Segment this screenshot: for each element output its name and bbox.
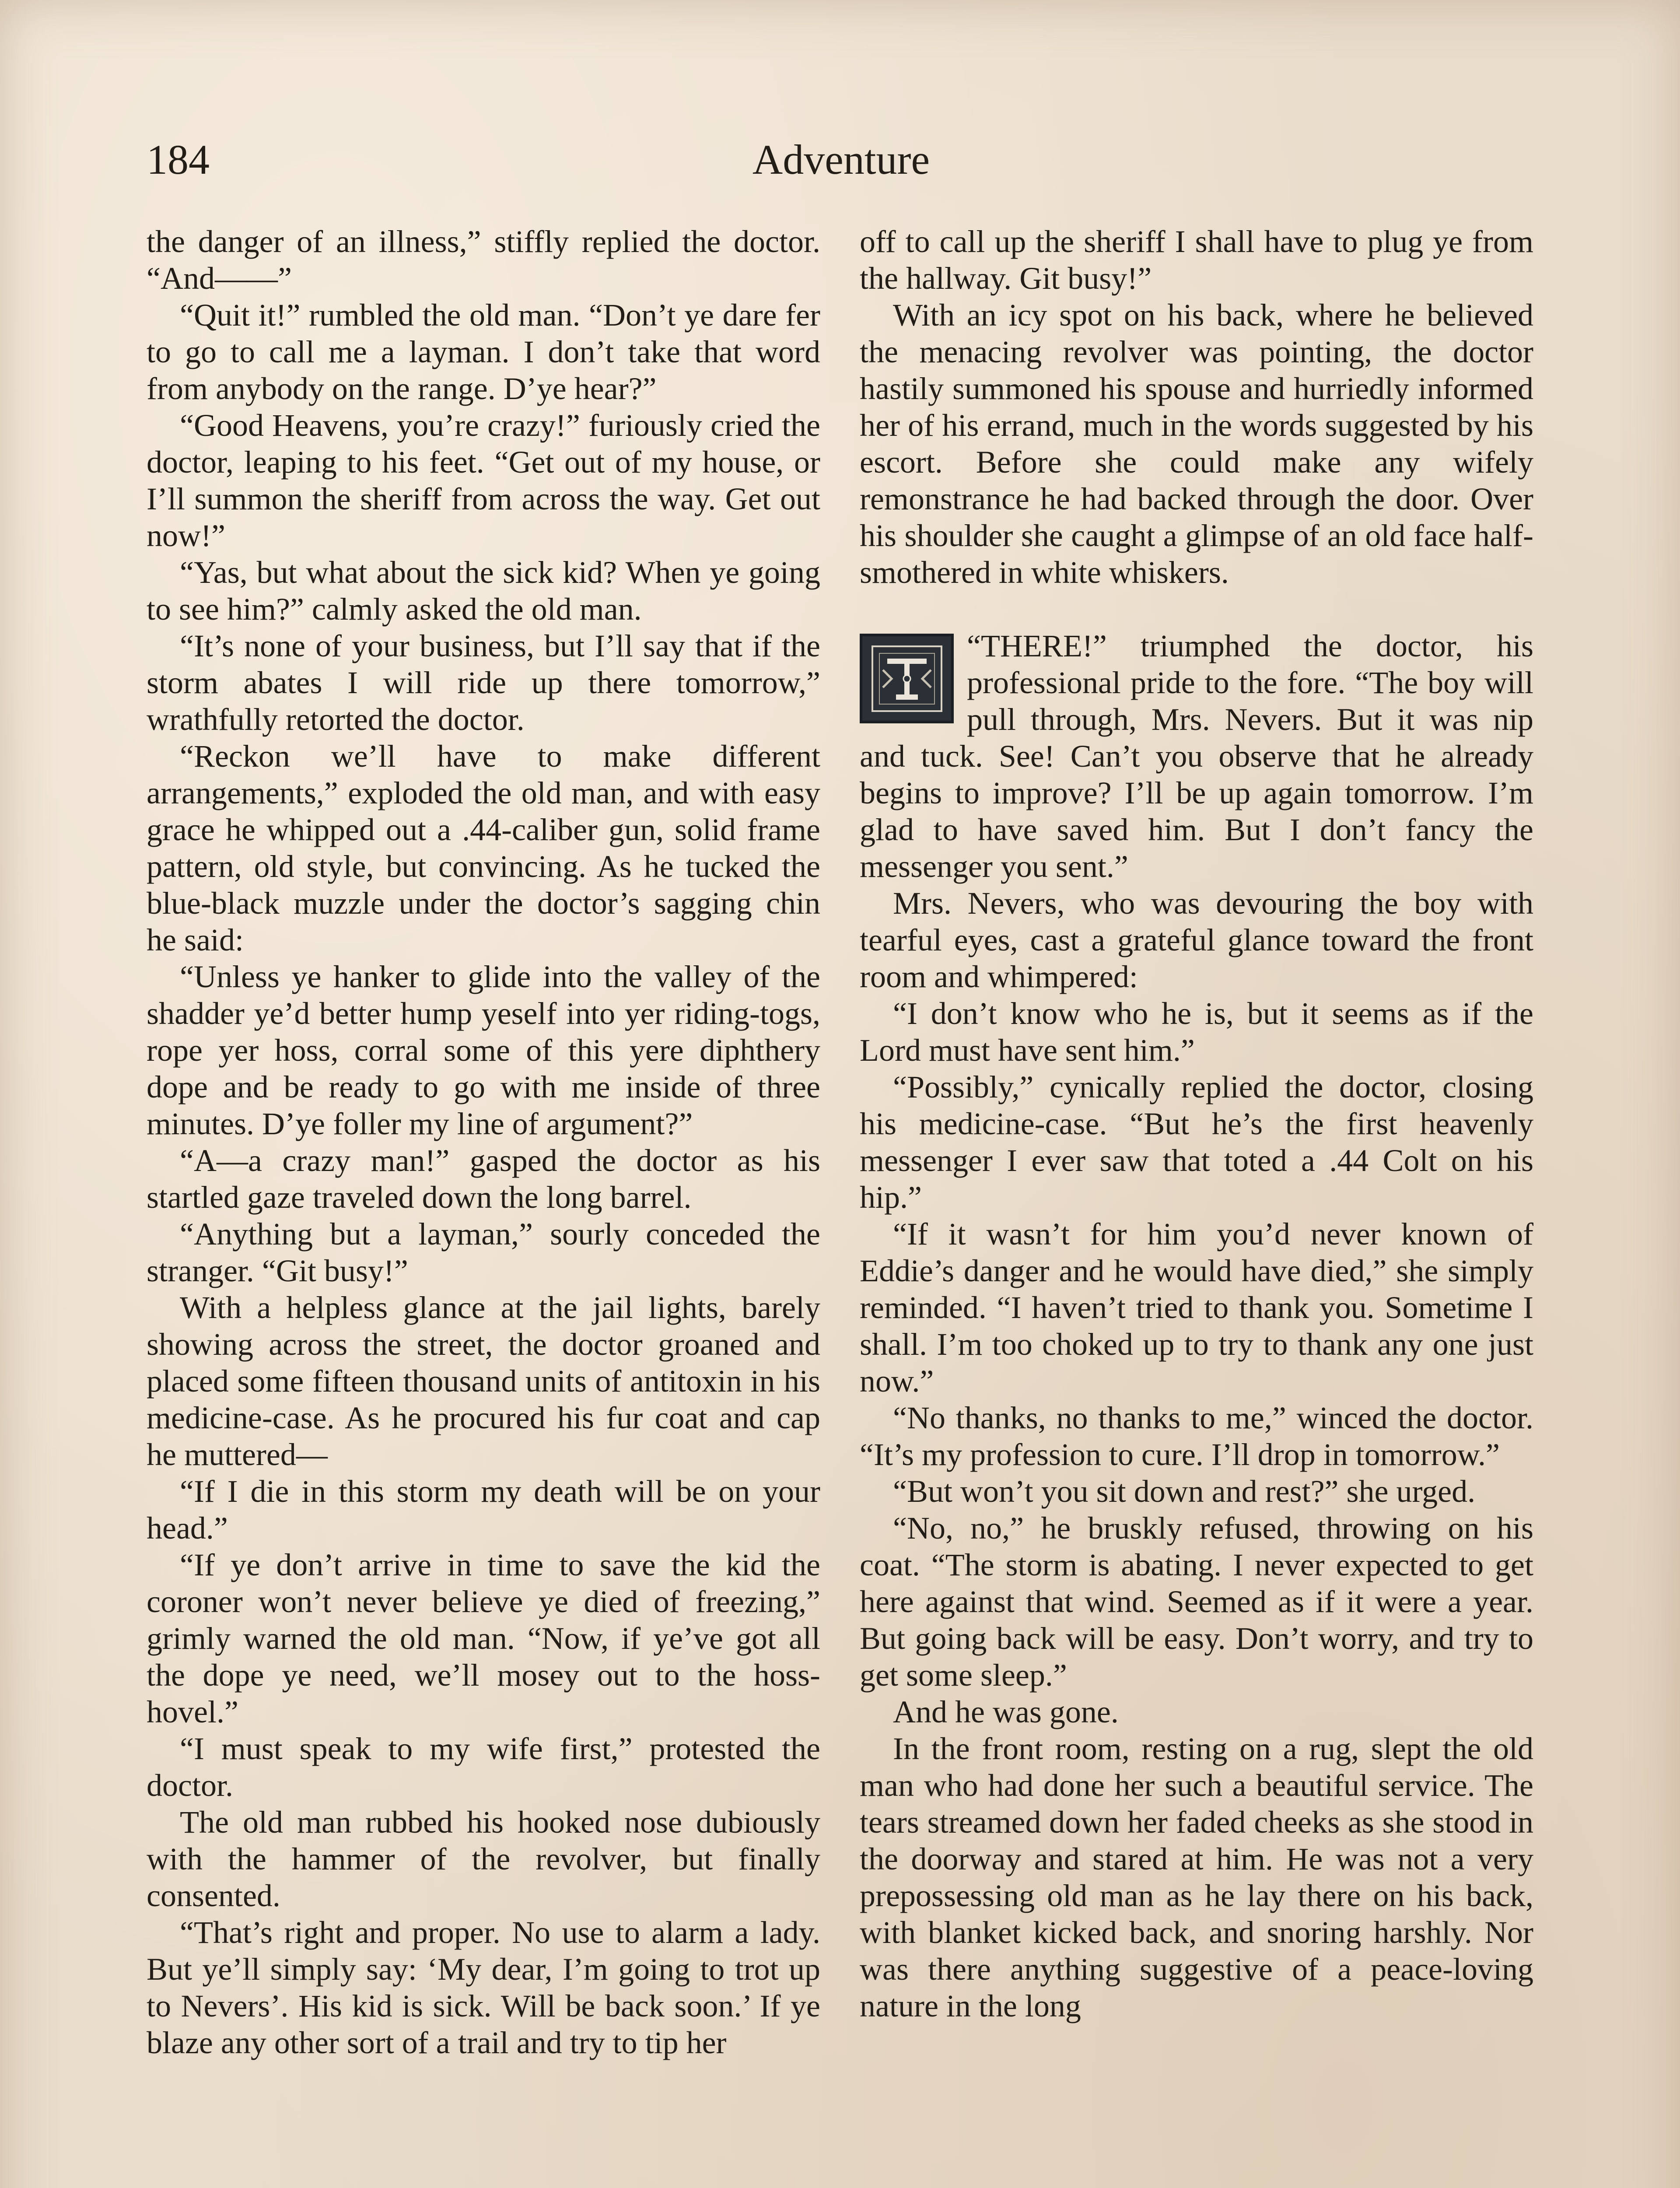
paragraph: off to call up the sheriff I shall have to plug ye from the hallway. Git busy!” <box>860 224 1533 296</box>
paragraph: Mrs. Nevers, who was devouring the boy with tearful eyes, cast a grateful glance toward the front room and whimpered: <box>860 886 1533 994</box>
paragraph: “I don’t know who he is, but it seems as if the Lord must have sent him.” <box>860 996 1533 1068</box>
paragraph: With an icy spot on his back, where he believed the menacing revolver was pointing, the doctor hastily summoned his spouse and hurriedly informed her of his errand, much in the words suggested by his escort. Before she could make any wifely remonstrance he had backed through the door. Over his shoulder she caught a glimpse of an old face half-smothered in white whiskers. <box>860 298 1533 590</box>
paragraph: The old man rubbed his hooked nose dubiously with the hammer of the revolver, but finally consented. <box>147 1805 820 1913</box>
right-column <box>860 223 1533 2024</box>
paragraph: “If it wasn’t for him you’d never known of Eddie’s danger and he would have died,” she simply reminded. “I haven’t tried to thank you. Sometime I shall. I’m too choked up to try to thank any one just now.” <box>860 1217 1533 1399</box>
paragraph: “Anything but a layman,” sourly conceded the stranger. “Git busy!” <box>147 1217 820 1288</box>
paragraph: “Yas, but what about the sick kid? When ye going to see him?” calmly asked the old man. <box>147 555 820 627</box>
paragraph: “Unless ye hanker to glide into the valley of the shadder ye’d better hump yeself into yer riding-togs, rope yer hoss, corral some of this yere diphthery dope and be ready to go with me inside of three minutes. D’ye foller my line of argument?” <box>147 959 820 1141</box>
paragraph: “No, no,” he bruskly refused, throwing on his coat. “The storm is abating. I never expected to get here against that wind. Seemed as if it were a year. But going back will be easy. Don’t worry, and try to get some sleep.” <box>860 1511 1533 1693</box>
paragraph: “It’s none of your business, but I’ll say that if the storm abates I will ride up there tomorrow,” wrathfully retorted the doctor. <box>147 628 820 737</box>
page-header <box>147 131 1536 188</box>
section-break <box>860 591 1533 628</box>
paragraph: And he was gone. <box>893 1694 1119 1729</box>
paragraph: With a helpless glance at the jail lights, barely showing across the street, the doctor groaned and placed some fifteen thousand units of antitoxin in his medicine-case. As he procured his fur coat and cap he muttered— <box>147 1290 820 1472</box>
paragraph: “That’s right and proper. No use to alarm a lady. But ye’ll simply say: ‘My dear, I’m going to trot up to Nevers’. His kid is sick. Will be back soon.’ If ye blaze any other sort of a trail and try to tip her <box>147 1915 820 2060</box>
paragraph: “If ye don’t arrive in time to save the kid the coroner won’t never believe ye died of freezing,” grimly warned the old man. “Now, if ye’ve got all the dope ye need, we’ll mosey out to the hoss-hovel.” <box>147 1547 820 1729</box>
paragraph: “Possibly,” cynically replied the doctor, closing his medicine-case. “But he’s the first heavenly messenger I ever saw that toted a .44 Colt on his hip.” <box>860 1069 1533 1215</box>
paragraph: “Quit it!” rumbled the old man. “Don’t ye dare fer to go to call me a layman. I don’t take that word from anybody on the range. D’ye hear?” <box>147 298 820 406</box>
paragraph: “Reckon we’ll have to make different arrangements,” exploded the old man, and with easy grace he whipped out a .44-caliber gun, solid frame pattern, old style, but convincing. As he tucked the blue-black muzzle under the doctor’s sagging chin he said: <box>147 739 820 957</box>
page-number: 184 <box>147 136 210 183</box>
ornamental-initial-T-icon <box>860 634 954 723</box>
paragraph: In the front room, resting on a rug, slept the old man who had done her such a beautiful service. The tears streamed down her faded cheeks as she stood in the doorway and stared at him. He was not a very prepossessing old man as he lay there on his back, with blanket kicked back, and snoring harshly. Nor was there anything suggestive of a peace-loving nature in the long <box>860 1731 1533 2023</box>
paragraph: “Good Heavens, you’re crazy!” furiously cried the doctor, leaping to his feet. “Get out of my house, or I’ll summon the sheriff from across the way. Get out now!” <box>147 408 820 553</box>
left-column <box>147 223 820 2061</box>
paragraph: “THERE!” triumphed the doctor, his professional pride to the fore. “The boy will pull through, Mrs. Nevers. But it was nip and tuck. See! Can’t you observe that he already begins to improve? I’ll be up again tomorrow. I’m glad to have saved him. But I don’t fancy the messenger you sent.” <box>860 628 1533 884</box>
right-column-lower-section <box>860 628 1533 2024</box>
paragraph: “But won’t you sit down and rest?” she urged. <box>893 1474 1476 1509</box>
paragraph: the danger of an illness,” stiffly replied the doctor. “And——” <box>147 224 820 296</box>
paragraph: “If I die in this storm my death will be on your head.” <box>147 1474 820 1546</box>
running-title: Adventure <box>752 136 930 183</box>
right-column-upper-section <box>860 223 1533 591</box>
paragraph: “A—a crazy man!” gasped the doctor as his startled gaze traveled down the long barrel. <box>147 1143 820 1215</box>
paragraph: “No thanks, no thanks to me,” winced the doctor. “It’s my profession to cure. I’ll drop in tomorrow.” <box>860 1400 1533 1472</box>
paragraph: “I must speak to my wife first,” protested the doctor. <box>147 1731 820 1803</box>
